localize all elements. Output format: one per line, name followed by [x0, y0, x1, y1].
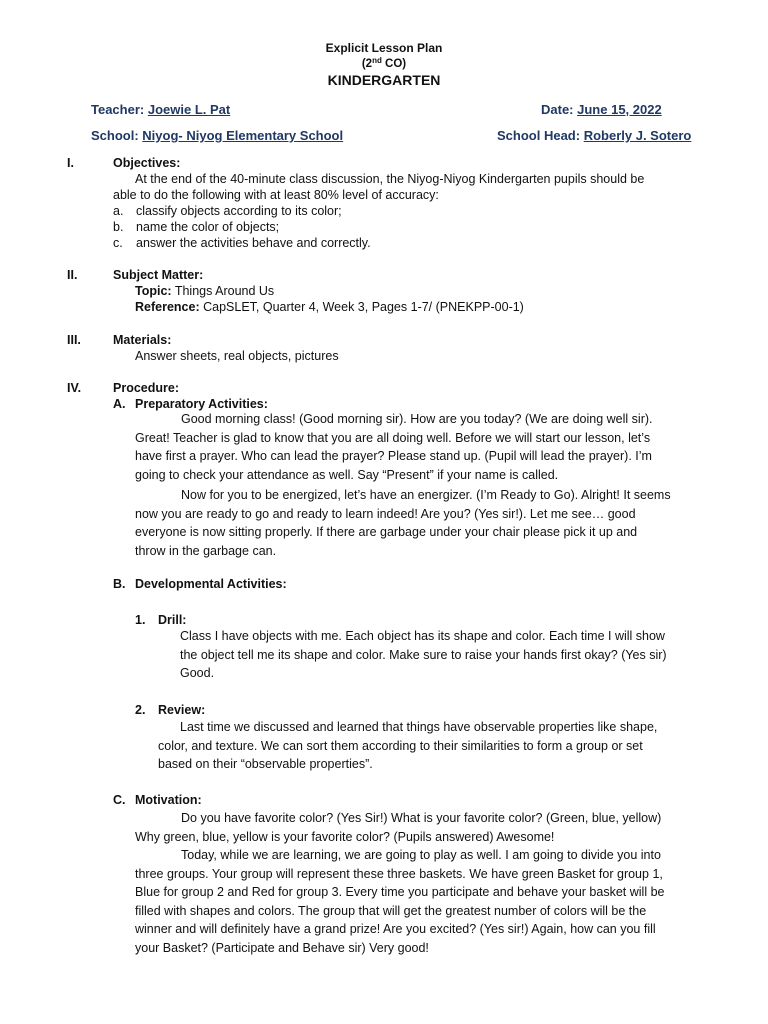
date-field: Date: June 15, 2022: [541, 102, 662, 117]
subsection-mark: C.: [113, 793, 126, 807]
school-name: Niyog- Niyog Elementary School: [142, 128, 344, 143]
lesson-date: June 15, 2022: [577, 102, 662, 117]
school-head-name: Roberly J. Sotero: [583, 128, 692, 143]
school-head-field: School Head: Roberly J. Sotero: [497, 128, 692, 143]
school-field: School: Niyog- Niyog Elementary School: [91, 128, 344, 143]
reference-line: Reference: CapSLET, Quarter 4, Week 3, Pages 1-7/ (PNEKPP-00-1): [135, 300, 524, 314]
topic-line: Topic: Things Around Us: [135, 284, 275, 298]
objectives-intro: At the end of the 40-minute class discussion, the Niyog-Niyog Kindergarten pupils should be able to do the following with at least 80% level of accuracy:: [113, 172, 645, 202]
review-heading: Review:: [158, 703, 206, 717]
materials-text: Answer sheets, real objects, pictures: [135, 349, 339, 363]
drill-number: 1.: [135, 613, 146, 627]
document-title: Explicit Lesson Plan: [325, 41, 443, 55]
objective-item: a. classify objects according to its color;: [113, 204, 342, 218]
materials-heading: Materials:: [113, 333, 172, 347]
preparatory-paragraph: Good morning class! (Good morning sir). How are you today? (We are doing well sir). Great! Teacher is glad to know that you are all doing well. Before we will start our lesson, let’s have first a prayer. Who can lead the prayer? Please stand up. (Pupil will lead the prayer). I’m going to check your attendance as well. Say “Present” if your name is called.: [135, 412, 653, 482]
review-paragraph: Last time we discussed and learned that things have observable properties like shape, color, and texture. We can sort them according to their similarities to form a group or set based on their “observable properties”.: [158, 720, 658, 771]
objective-item: b. name the color of objects;: [113, 220, 280, 234]
drill-paragraph: Class I have objects with me. Each object has its shape and color. Each time I will show the object tell me its shape and color. Make sure to raise your hands first okay? (Yes sir) Good.: [180, 629, 667, 680]
document-subtitle: (2nd CO): [361, 56, 407, 70]
energizer-paragraph: Now for you to be energized, let’s have an energizer. (I’m Ready to Go). Alright! It seems now you are ready to go and ready to learn indeed! Are you? (Yes sir!). Let me see… good everyone is now sitting properly. If there are garbage under your chair please pick it up and throw in the garbage can.: [135, 488, 671, 558]
developmental-heading: Developmental Activities:: [135, 577, 287, 591]
section-number: IV.: [67, 381, 82, 395]
section-number: II.: [67, 268, 78, 282]
review-number: 2.: [135, 703, 146, 717]
teacher-field: Teacher: Joewie L. Pat: [91, 102, 231, 117]
drill-heading: Drill:: [158, 613, 187, 627]
motivation-paragraph: Do you have favorite color? (Yes Sir!) What is your favorite color? (Green, blue, yellow) Why green, blue, yellow is your favorite color? (Pupils answered) Awesome! Today, while we are learning, we are going to play as well. I am going to divide you into three groups. Your group will represent these three baskets. We have green Basket for group 1, Blue for group 2 and Red for group 3. Every time you participate and behave your basket will be filled with shapes and colors. The group that will get the greatest number of colors will be the winner and will definitely have a grand prize! Are you excited? (Yes sir!) Again, how can you fill your Basket? (Participate and Behave sir) Very good!: [135, 811, 665, 955]
section-number: I.: [67, 156, 74, 170]
objectives-heading: Objectives:: [113, 156, 181, 170]
subsection-mark: B.: [113, 577, 126, 591]
motivation-heading: Motivation:: [135, 793, 202, 807]
subsection-mark: A.: [113, 397, 126, 411]
procedure-heading: Procedure:: [113, 381, 179, 395]
objective-item: c. answer the activities behave and correctly.: [113, 236, 371, 250]
subject-matter-heading: Subject Matter:: [113, 268, 204, 282]
teacher-name: Joewie L. Pat: [147, 102, 231, 117]
section-number: III.: [67, 333, 81, 347]
preparatory-heading: Preparatory Activities:: [135, 397, 268, 411]
grade-level-heading: KINDERGARTEN: [327, 72, 441, 88]
